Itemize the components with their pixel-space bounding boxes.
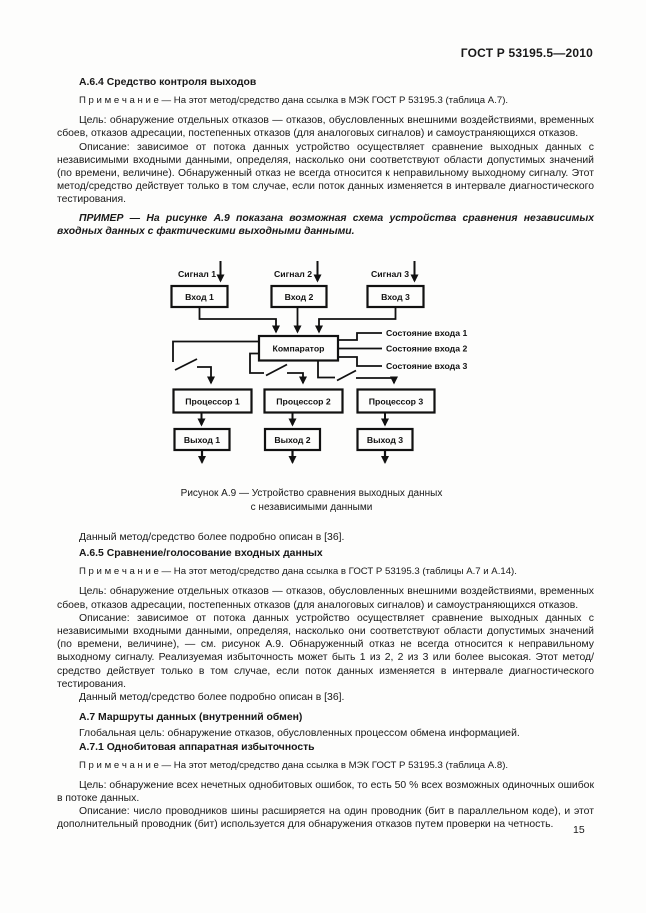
switch-2-out — [287, 373, 303, 383]
paragraph-a64-description: Описание: зависимое от потока данных устройство осуществляет сравнение выходных данных с независимыми входными данными, определяя, насколько они соответствуют области допустимых значений (по времени, величине). Обнаруженный отказ не всегда относится к неправильному выходному сигналу. Этот метод/средство действует только в том случае, если поток данных изменяется в интервале диагностического тестирования. — [57, 141, 594, 206]
output-1-label: Выход 1 — [183, 435, 221, 446]
state-2-label: Состояние входа 2 — [386, 343, 468, 354]
processor-boxes — [174, 390, 435, 413]
output-2-label: Выход 2 — [274, 435, 311, 446]
paragraph-a65-goal: Цель: обнаружение отдельных отказов — отказов, обусловленных внешними воздействиями, временных сбоев, отказов адресации, постепенных отказов (для аналоговых сигналов) и самоустраняющихся отказов. — [57, 586, 594, 611]
figure-a9-diagram — [57, 256, 594, 471]
note-a71: П р и м е ч а н и е — На этот метод/средство дана ссылка в МЭК ГОСТ Р 53195.3 (таблица А.8). — [79, 759, 509, 771]
page-header-standard-number: ГОСТ Р 53195.5—2010 — [460, 46, 593, 60]
input-1-label: Вход 1 — [185, 292, 214, 303]
page-number: 15 — [573, 824, 585, 836]
paragraph-a71-description: Описание: число проводников шины расширяется на один проводник (бит в параллельном коде), и этот дополнительный проводник (бит) используется для обнаружения отказов путем проверки на четность. — [57, 806, 594, 831]
input-to-comparator-lines — [200, 307, 396, 332]
figure-a9-caption — [57, 487, 566, 514]
switch-3 — [318, 361, 394, 384]
heading-a64: А.6.4 Средство контроля выходов — [79, 77, 257, 88]
signal-inputs — [178, 261, 415, 281]
switch-1-blade — [175, 359, 197, 370]
output-boxes — [175, 429, 413, 450]
processor-3-label: Процессор 3 — [368, 396, 424, 407]
note-a65: П р и м е ч а н и е — На этот метод/средство дана ссылка в ГОСТ Р 53195.3 (таблицы А.7 и А.14). — [79, 566, 517, 578]
heading-a65: А.6.5 Сравнение/голосование входных данных — [79, 548, 323, 560]
paragraph-a64-goal: Цель: обнаружение отдельных отказов — отказов, обусловленных внешними воздействиями, временных сбоев, отказов адресации, постепенных отказов (для аналоговых сигналов) и самоустраняющихся отказов. — [57, 115, 594, 140]
processor-2-label: Процессор 2 — [276, 396, 331, 407]
page-content — [57, 76, 594, 832]
switch-1-out — [197, 367, 211, 383]
switch-3-out — [356, 378, 394, 383]
state-3-line — [338, 357, 382, 366]
heading-a7: А.7 Маршруты данных (внутренний обмен) — [79, 712, 303, 724]
input-1-feed-line — [200, 307, 277, 332]
switch-3-feed — [318, 361, 335, 378]
figure-caption-line-1: Рисунок А.9 — Устройство сравнения выходных данных — [180, 488, 443, 500]
paragraph-a65-description: Описание: зависимое от потока данных устройство осуществляет сравнение выходных данных с независимыми входными данными, определяя, насколько они соответствуют области допустимых значений (по времени, величине), — см. рисунок А.9. Обнаруженный отказ не всегда относится к неправильному выходному сигналу. Реализуемая избыточность может быть 1 из 2, 2 из 3 или более высокая. Этот метод/средство действует только в том случае, если поток данных изменяется в интервале диагностического тестирования. — [57, 612, 594, 690]
input-3-label: Вход 3 — [381, 292, 410, 303]
comparator — [259, 336, 338, 361]
processor-1-label: Процессор 1 — [185, 396, 240, 407]
comparator-label: Компаратор — [272, 343, 325, 354]
paragraph-a64-example: ПРИМЕР — На рисунке А.9 показана возможная схема устройства сравнения независимых входных данных с фактическими выходными данными. — [57, 212, 594, 237]
signal-2-label: Сигнал 2 — [274, 269, 313, 280]
switch-1-feed — [173, 342, 259, 363]
note-a64: П р и м е ч а н и е — На этот метод/средство дана ссылка в МЭК ГОСТ Р 53195.3 (таблица А.7). — [79, 95, 509, 107]
paragraph-a7-goal: Глобальная цель: обнаружение отказов, обусловленных процессом обмена информацией. — [79, 728, 520, 740]
heading-a71: А.7.1 Однобитовая аппаратная избыточность — [79, 741, 315, 753]
paragraph-a71-goal: Цель: обнаружение всех нечетных однобитовых ошибок, то есть 50 % всех возможных одиночных ошибок в потоке данных. — [57, 779, 594, 805]
switch-2-blade — [266, 365, 287, 376]
signal-3-label: Сигнал 3 — [371, 269, 410, 280]
input-2-label: Вход 2 — [284, 292, 314, 303]
state-3-label: Состояние входа 3 — [386, 361, 468, 372]
paragraph-a65-more: Данный метод/средство более подробно описан в [36]. — [79, 692, 345, 704]
state-outputs — [338, 328, 467, 371]
signal-1-label: Сигнал 1 — [178, 269, 217, 280]
input-boxes — [172, 286, 424, 307]
switch-1 — [173, 342, 259, 384]
final-output-arrows — [202, 450, 385, 463]
switch-3-blade — [337, 371, 356, 381]
figure-caption-line-2: с независимыми данными — [250, 501, 373, 513]
processor-to-output-arrows — [202, 413, 386, 426]
paragraph-a64-more: Данный метод/средство более подробно описан в [36]. — [79, 532, 345, 544]
state-1-line — [338, 333, 382, 340]
state-1-label: Состояние входа 1 — [386, 328, 468, 339]
input-3-feed-line — [319, 307, 396, 332]
output-3-label: Выход 3 — [366, 435, 404, 446]
